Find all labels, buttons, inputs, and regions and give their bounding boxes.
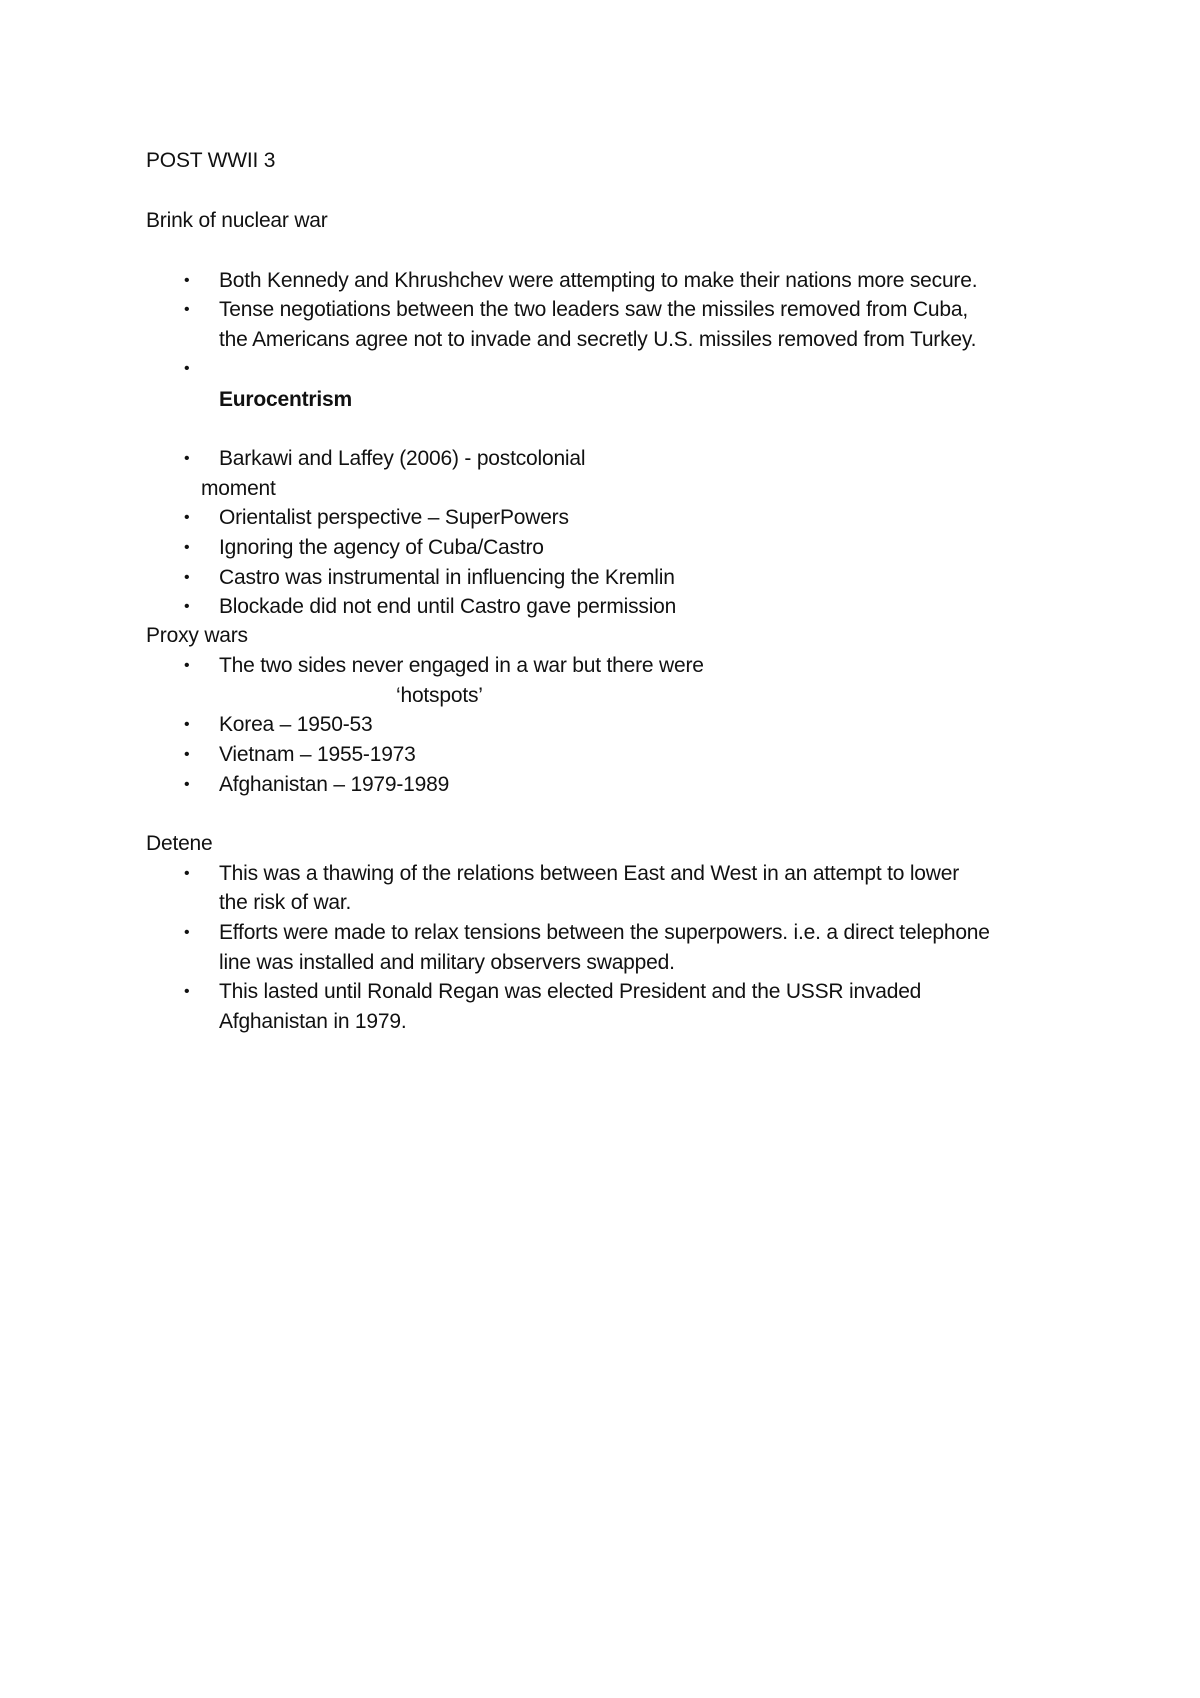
bullet-glyph: • (184, 301, 190, 318)
list-item: This was a thawing of the relations between East and West in an attempt to lower (219, 862, 960, 885)
list-item: Afghanistan – 1979-1989 (219, 773, 450, 796)
list-item-continuation: Afghanistan in 1979. (219, 1010, 407, 1033)
list-item: The two sides never engaged in a war but there were (219, 654, 704, 677)
bullet-glyph: • (184, 569, 190, 586)
section-heading-proxy: Proxy wars (146, 624, 248, 647)
bullet-glyph: • (184, 272, 190, 289)
list-item: Castro was instrumental in influencing the Kremlin (219, 566, 675, 589)
bullet-glyph: • (184, 746, 190, 763)
list-item: Blockade did not end until Castro gave permission (219, 595, 677, 618)
bullet-glyph: • (184, 983, 190, 1000)
list-item-continuation: ‘hotspots’ (396, 684, 483, 707)
list-item: Barkawi and Laffey (2006) - postcolonial (219, 447, 586, 470)
bullet-glyph: • (184, 450, 190, 467)
list-item: Tense negotiations between the two leaders saw the missiles removed from Cuba, (219, 298, 968, 321)
bullet-glyph: • (184, 924, 190, 941)
bullet-glyph: • (184, 598, 190, 615)
bullet-glyph: • (184, 539, 190, 556)
bullet-glyph: • (184, 360, 190, 377)
section-heading-brink: Brink of nuclear war (146, 209, 328, 232)
section-heading-detene: Detene (146, 832, 213, 855)
bullet-glyph: • (184, 657, 190, 674)
list-item: Ignoring the agency of Cuba/Castro (219, 536, 544, 559)
list-item: Korea – 1950-53 (219, 713, 373, 736)
bullet-glyph: • (184, 865, 190, 882)
list-item: Efforts were made to relax tensions between the superpowers. i.e. a direct telephone (219, 921, 990, 944)
list-item: Orientalist perspective – SuperPowers (219, 506, 569, 529)
list-item: Vietnam – 1955-1973 (219, 743, 416, 766)
list-item: This lasted until Ronald Regan was elected President and the USSR invaded (219, 980, 922, 1003)
list-item-continuation: moment (201, 477, 276, 500)
bullet-glyph: • (184, 509, 190, 526)
document-title: POST WWII 3 (146, 149, 276, 172)
bullet-glyph: • (184, 716, 190, 733)
list-item-continuation: the risk of war. (219, 891, 352, 914)
subheading-eurocentrism: Eurocentrism (219, 388, 352, 411)
list-item: Both Kennedy and Khrushchev were attempting to make their nations more secure. (219, 269, 978, 292)
list-item-continuation: the Americans agree not to invade and secretly U.S. missiles removed from Turkey. (219, 328, 977, 351)
list-item-continuation: line was installed and military observers swapped. (219, 951, 675, 974)
bullet-glyph: • (184, 776, 190, 793)
